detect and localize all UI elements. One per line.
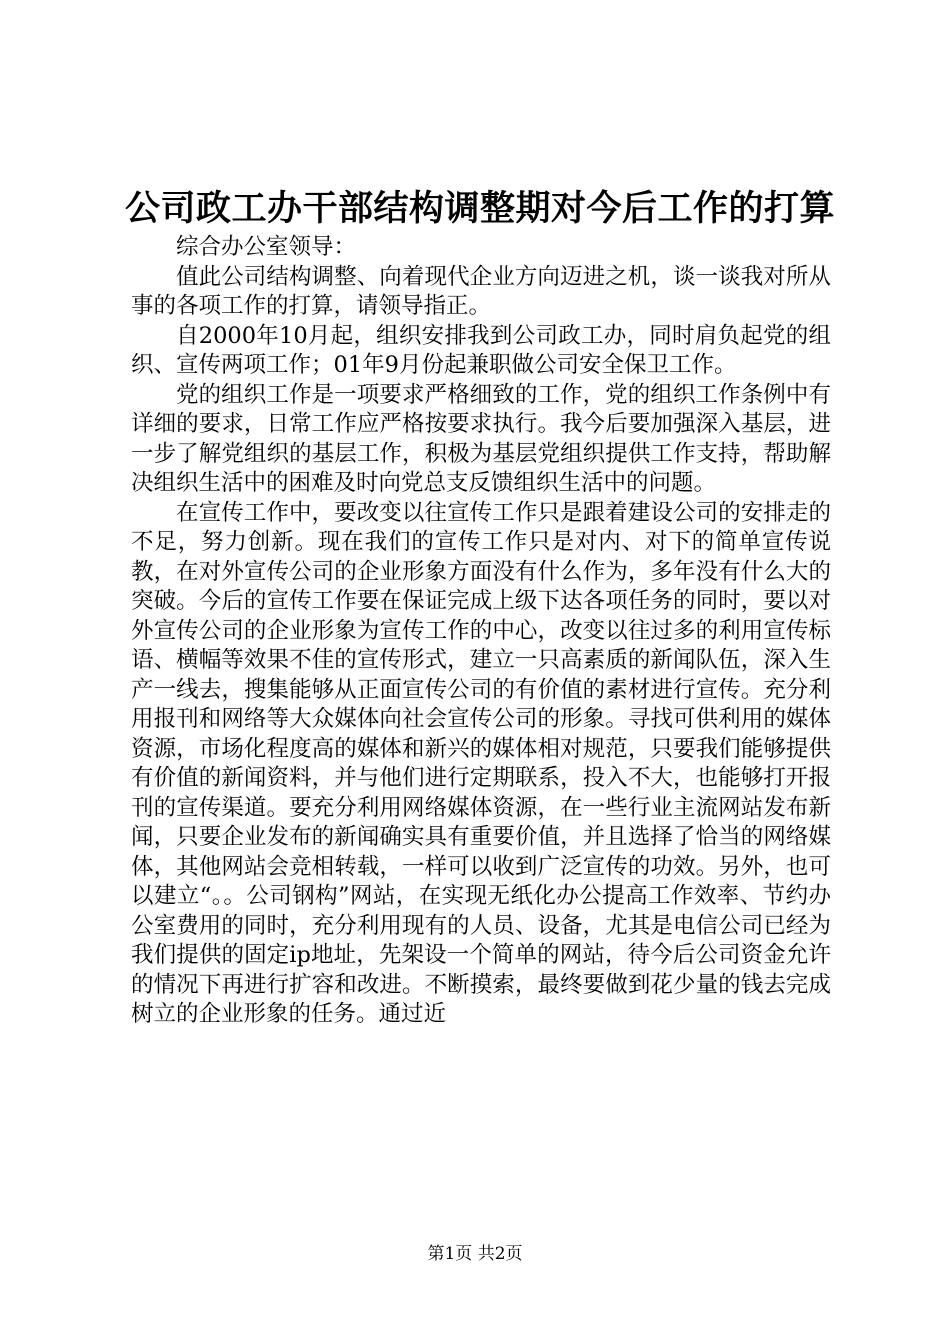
body-paragraph-publicity: 在宣传工作中，要改变以往宣传工作只是跟着建设公司的安排走的不足，努力创新。现在我们的宣传工作只是对内、对下的简单宣传说教，在对外宣传公司的企业形象方面没有什么作为，多年没有什么大的突破。今后的宣传工作要在保证完成上级下达各项任务的同时，要以对外宣传公司的企业形象为宣传工作的中心，改变以往过多的利用宣传标语、横幅等效果不佳的宣传形式，建立一只高素质的新闻队伍，深入生产一线去，搜集能够从正面宣传公司的有价值的素材进行宣传。充分利用报刊和网络等大众媒体向社会宣传公司的形象。寻找可供利用的媒体资源，市场化程度高的媒体和新兴的媒体相对规范，只要我们能够提供有价值的新闻资料，并与他们进行定期联系，投入不大，也能够打开报刊的宣传渠道。要充分利用网络媒体资源，在一些行业主流网站发布新闻，只要企业发布的新闻确实具有重要价值，并且选择了恰当的网络媒体，其他网站会竞相转载，一样可以收到广泛宣传的功效。另外，也可以建立“。。公司钢构”网站，在实现无纸化办公提高工作效率、节约办公室费用的同时，充分利用现有的人员、设备，尤其是电信公司已经为我们提供的固定ip地址，先架设一个简单的网站，待今后公司资金允许的情况下再进行扩容和改进。不断摸索，最终要做到花少量的钱去完成树立的企业形象的任务。通过近 [131,499,831,1027]
body-paragraph-intro: 值此公司结构调整、向着现代企业方向迈进之机，谈一谈我对所从事的各项工作的打算，请领导指正。 [131,263,831,319]
document-title: 公司政工办干部结构调整期对今后工作的打算 [124,189,835,229]
page-footer: 第1页 共2页 [427,1244,523,1264]
salutation-paragraph: 综合办公室领导： [176,234,357,260]
body-paragraph-assignment: 自2000年10月起，组织安排我到公司政工办，同时肩负起党的组织、宣传两项工作；01年9月份起兼职做公司安全保卫工作。 [131,322,831,378]
document-body [131,233,831,1030]
body-paragraph-party-organization: 党的组织工作是一项要求严格细致的工作，党的组织工作条例中有详细的要求，日常工作应严格按要求执行。我今后要加强深入基层，进一步了解党组织的基层工作，积极为基层党组织提供工作支持，帮助解决组织生活中的困难及时向党总支反馈组织生活中的问题。 [131,381,831,496]
